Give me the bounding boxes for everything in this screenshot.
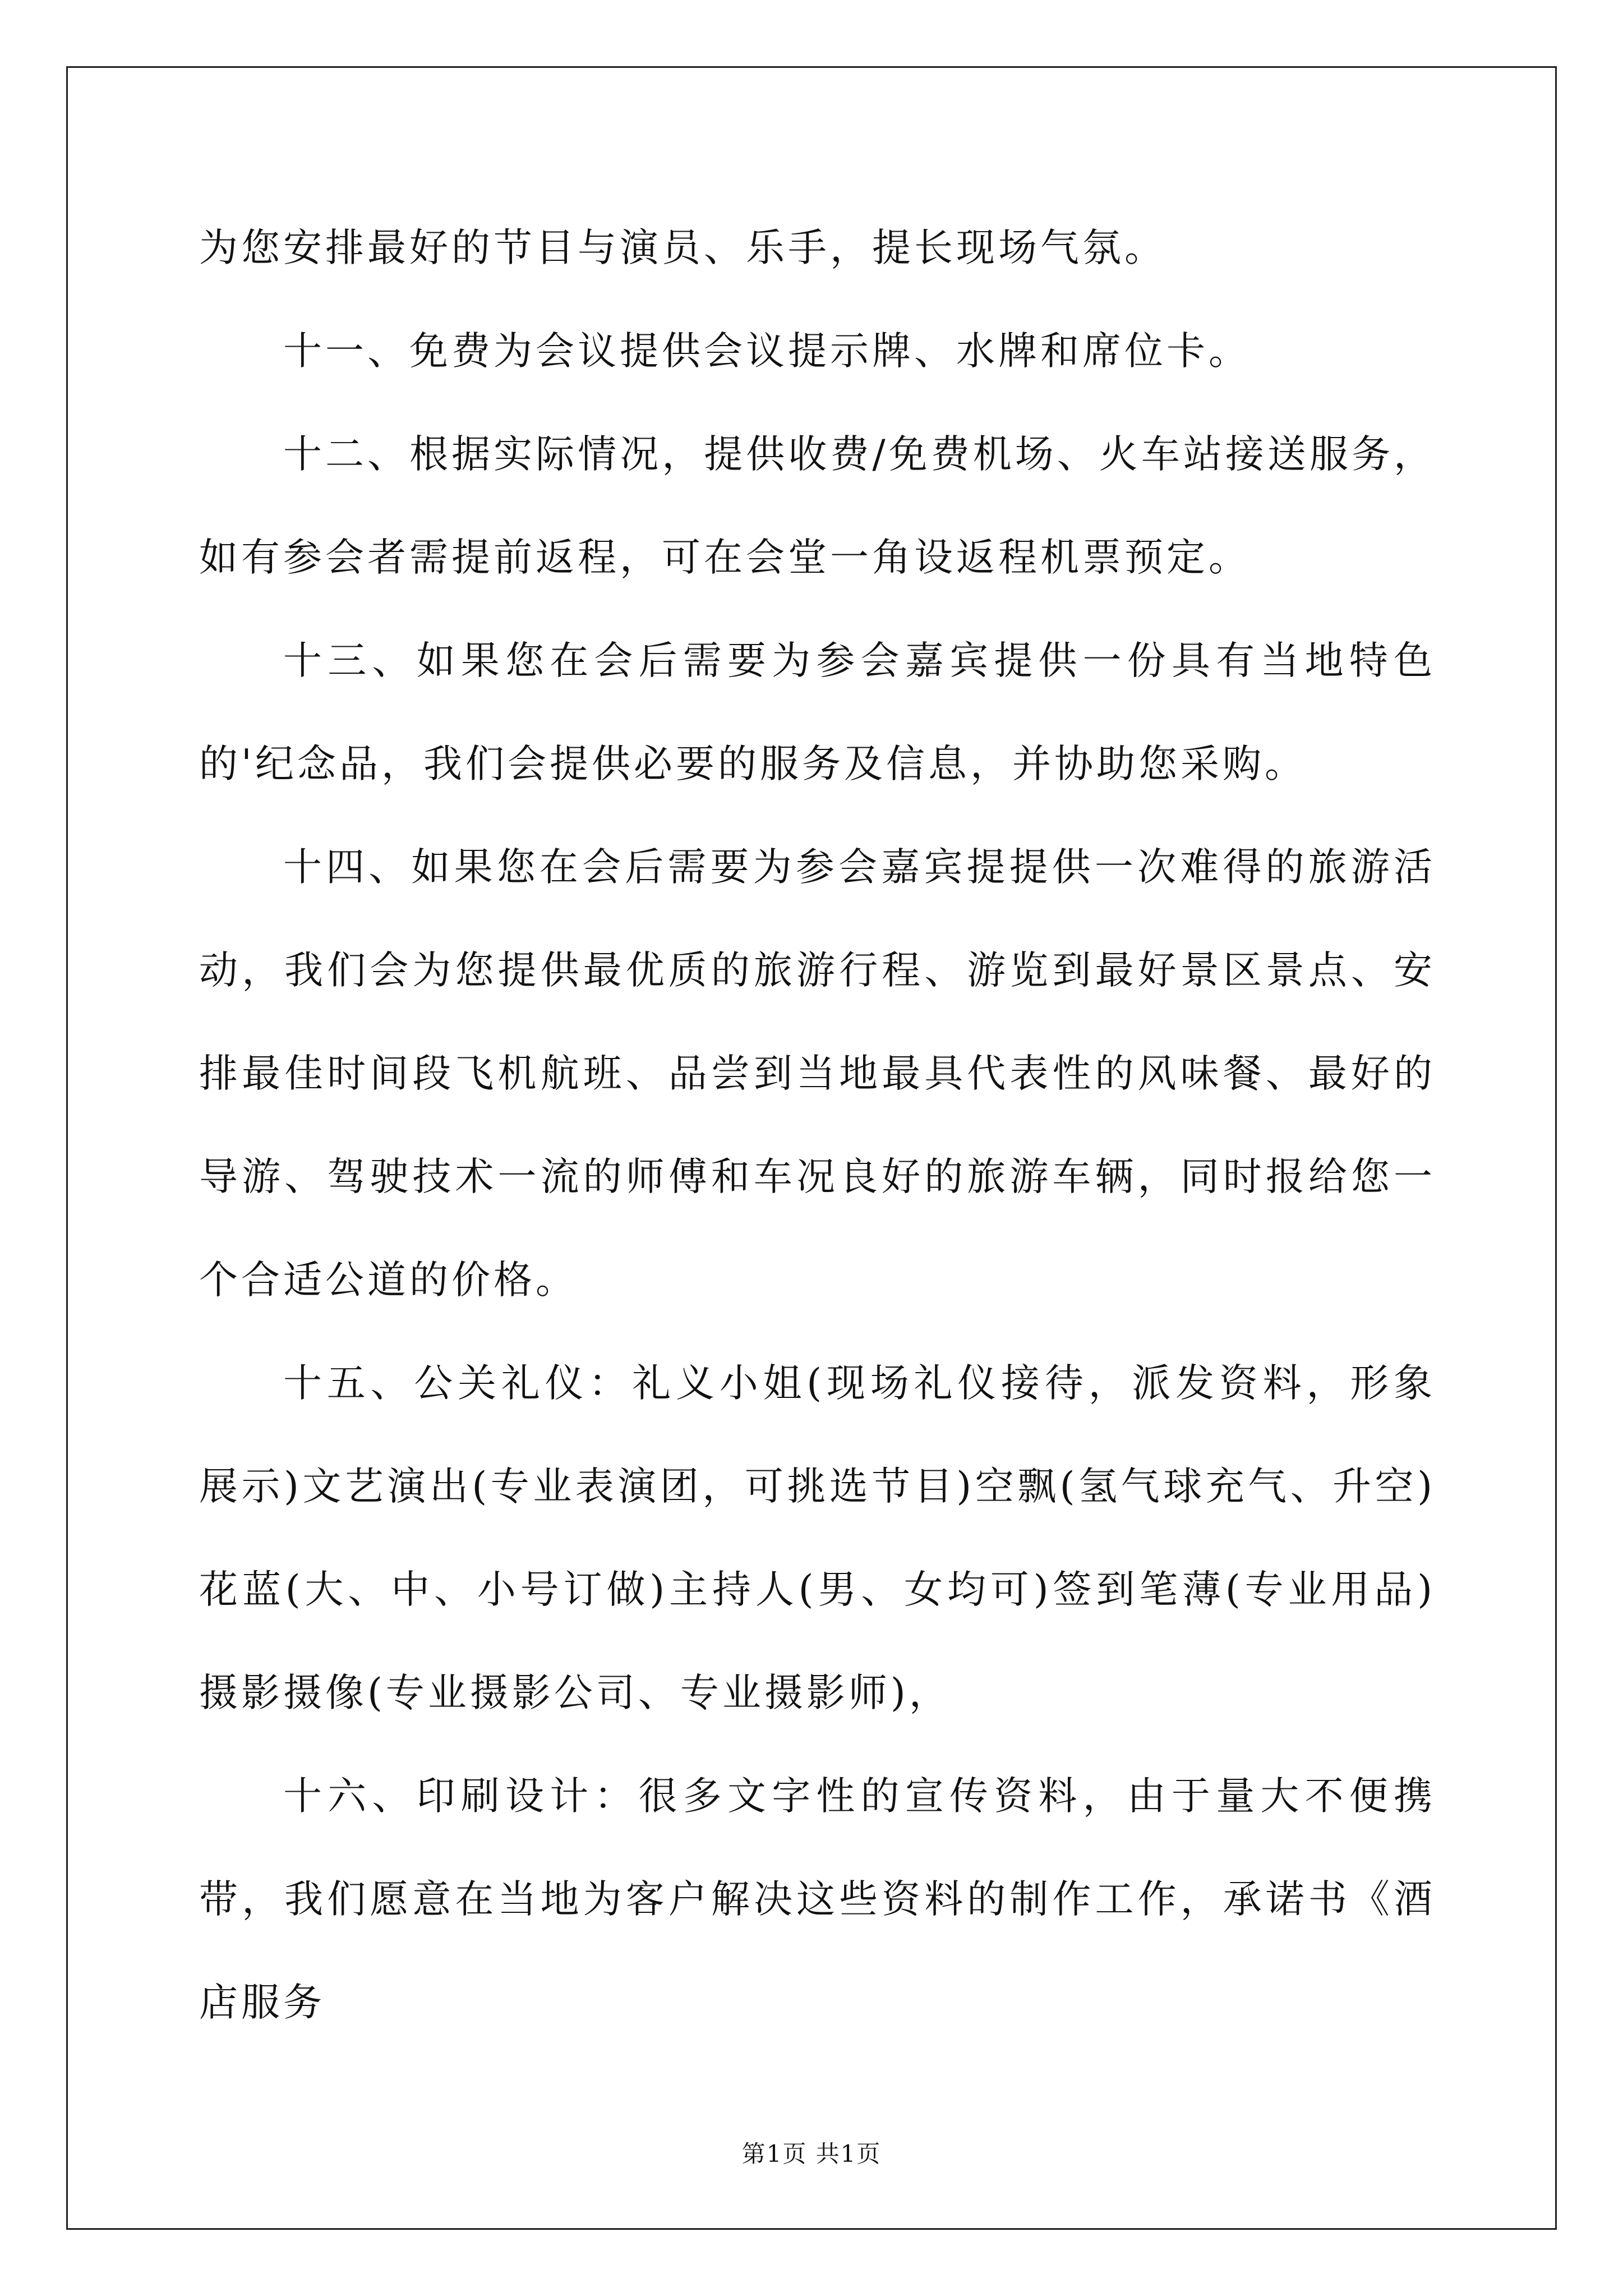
document-body bbox=[199, 196, 1436, 2054]
paragraph: 十三、如果您在会后需要为参会嘉宾提供一份具有当地特色的'纪念品，我们会提供必要的服务及信息，并协助您采购。 bbox=[199, 638, 1436, 786]
paragraph: 十一、免费为会议提供会议提示牌、水牌和席位卡。 bbox=[283, 329, 1251, 374]
paragraph: 十六、印刷设计：很多文字性的宣传资料，由于量大不便携带，我们愿意在当地为客户解决这些资料的制作工作，承诺书《酒店服务 bbox=[199, 1774, 1436, 2025]
paragraph: 为您安排最好的节目与演员、乐手，提长现场气氛。 bbox=[199, 226, 1166, 270]
page-footer: 第1页 共1页 bbox=[741, 2140, 882, 2168]
paragraph: 十五、公关礼仪：礼义小姐(现场礼仪接待，派发资料，形象展示)文艺演出(专业表演团，可挑选节目)空飘(氢气球充气、升空)花蓝(大、中、小号订做)主持人(男、女均可)签到笔薄(专业用品)摄影摄像(专业摄影公司、专业摄影师)， bbox=[199, 1361, 1436, 1715]
paragraph: 十二、根据实际情况，提供收费/免费机场、火车站接送服务，如有参会者需提前返程，可在会堂一角设返程机票预定。 bbox=[199, 432, 1436, 580]
paragraph: 十四、如果您在会后需要为参会嘉宾提提供一次难得的旅游活动，我们会为您提供最优质的旅游行程、游览到最好景区景点、安排最佳时间段飞机航班、品尝到当地最具代表性的风味餐、最好的导游、驾驶技术一流的师傅和车况良好的旅游车辆，同时报给您一个合适公道的价格。 bbox=[199, 845, 1436, 1303]
